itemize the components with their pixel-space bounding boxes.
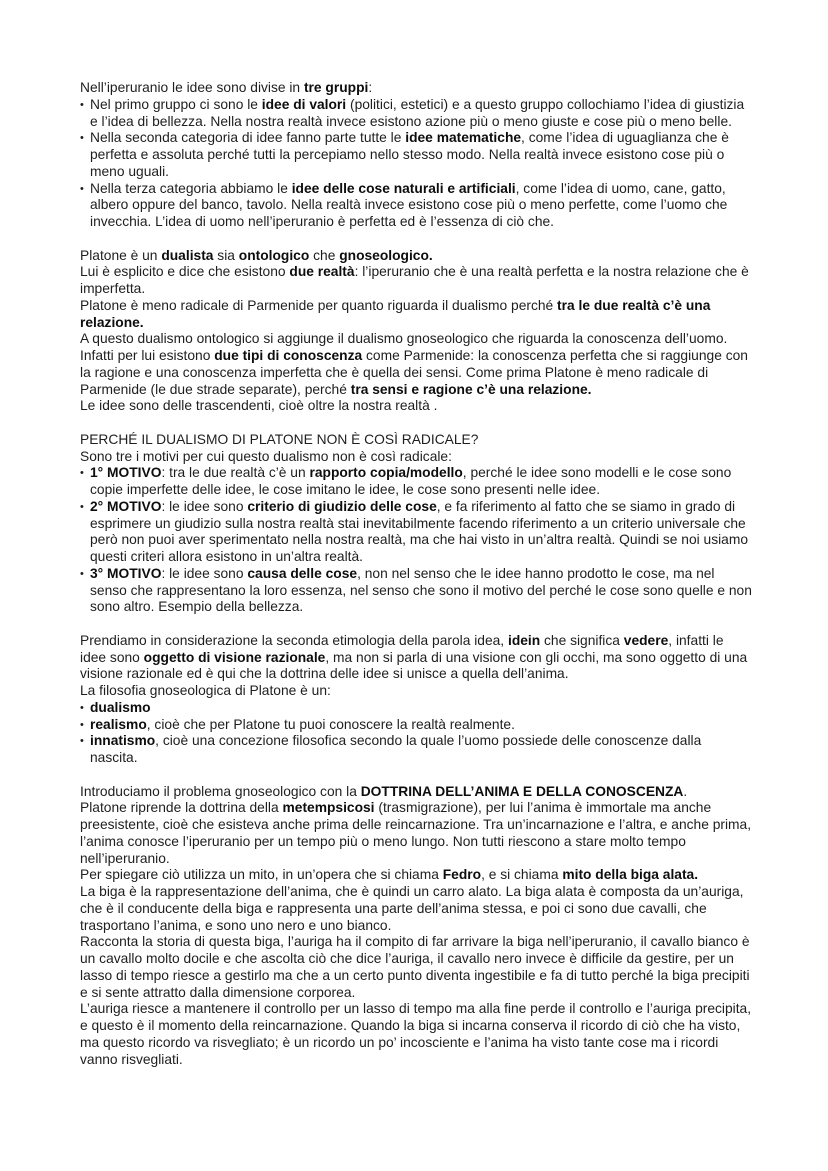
text-run: Per spiegare ciò utilizza un mito, in un’opera che si chiama <box>80 867 443 883</box>
text-run: che <box>309 247 340 263</box>
text-run: , infatti le idee sono <box>80 632 724 665</box>
bold-text: tra sensi e ragione c’è una relazione. <box>350 381 592 397</box>
paragraph <box>80 683 752 700</box>
bullet-marker: • <box>80 132 84 145</box>
document-body <box>80 80 752 1068</box>
bold-text: 2° MOTIVO <box>90 498 162 514</box>
bullet-text <box>90 717 752 734</box>
bullet-marker: • <box>80 467 84 480</box>
bold-text: oggetto di visione razionale <box>143 649 326 665</box>
text-run: , ma non si parla di una visione con gli occhi, ma sono oggetto di una visione razionale ed è qui che la dottrina delle idee si unisce a quella dell’anima. <box>80 649 748 682</box>
paragraph <box>80 784 752 801</box>
text-run: : le idee sono <box>161 565 248 581</box>
text-run: Platone riprende la dottrina della <box>80 800 283 816</box>
paragraph <box>80 867 752 884</box>
bullet-marker: • <box>80 701 84 714</box>
text-block <box>80 80 752 231</box>
bold-text: rapporto copia/modello <box>309 465 463 481</box>
bullet-text <box>90 465 752 499</box>
paragraph <box>80 298 752 332</box>
text-run: Nella seconda categoria di idee fanno parte tutte le <box>90 130 406 146</box>
bullet-text <box>90 130 752 180</box>
paragraph <box>80 800 752 867</box>
bold-text: Fedro <box>442 867 482 883</box>
text-run: (politici, estetici) e a questo gruppo collochiamo l’idea di giustizia e l’idea di bellezza. Nella nostra realtà invece esistono azione più o meno giuste e cose più o meno belle. <box>90 96 745 129</box>
bullet-marker: • <box>80 182 84 195</box>
text-run: , cioè una concezione filosofica secondo la quale l’uomo possiede delle conoscenze dalla nascita. <box>90 733 702 765</box>
paragraph <box>80 264 752 298</box>
text-run: Nella terza categoria abbiamo le <box>90 180 292 196</box>
bullet-item <box>80 97 752 131</box>
bold-text: idee matematiche <box>405 130 522 146</box>
text-run: L’auriga riesce a mantenere il controllo per un lasso di tempo ma alla fine perde il controllo e l’auriga precipita, e questo è il momento della reincarnazione. Quando la biga si incarna conserva il ricordo di ciò che ha visto, ma questo ricordo va risvegliato; è un ricordo un po’ incosciente e l’anima ha visto tante cose ma i ricordi vanno risvegliati. <box>80 1001 752 1067</box>
text-run: PERCHÉ IL DUALISMO DI PLATONE NON È COSÌ RADICALE? <box>80 431 479 447</box>
text-run: Sono tre i motivi per cui questo dualismo non è così radicale: <box>80 448 452 464</box>
text-block <box>80 248 752 416</box>
bold-text: idee di valori <box>261 96 347 112</box>
bold-text: due realtà <box>289 264 355 280</box>
text-run: A questo dualismo ontologico si aggiunge il dualismo gnoseologico che riguarda la conoscenza dell’uomo. Infatti per lui esistono <box>80 331 728 363</box>
paragraph <box>80 1001 752 1068</box>
bold-text: criterio di giudizio delle cose <box>247 498 437 514</box>
bold-text: idee delle cose naturali e artificiali <box>291 180 516 196</box>
bullet-item <box>80 733 752 767</box>
bullet-marker: • <box>80 718 84 731</box>
bullet-text <box>90 181 752 231</box>
text-run: : le idee sono <box>161 498 248 514</box>
bold-text: realismo <box>90 716 147 732</box>
text-block <box>80 633 752 767</box>
paragraph <box>80 331 752 398</box>
bold-text: vedere <box>623 632 669 648</box>
bullet-text <box>90 566 752 616</box>
text-run: che significa <box>540 632 624 648</box>
bold-text: metempsicosi <box>282 800 375 816</box>
bold-text: dualista <box>161 247 214 263</box>
bullet-item <box>80 499 752 566</box>
text-run: Platone è meno radicale di Parmenide per quanto riguarda il dualismo perché <box>80 297 558 313</box>
text-block <box>80 432 752 616</box>
text-run: Platone è un <box>80 247 162 263</box>
text-run: , come l’idea di uomo, cane, gatto, albero oppure del banco, tavolo. Nella realtà invece esistono cose più o meno perfette, come l’uomo che invecchia. L’idea di uomo nell’iperuranio è perfetta ed è l’essenza di ciò che. <box>90 180 728 229</box>
bold-text: 1° MOTIVO <box>90 465 162 481</box>
text-block <box>80 784 752 1069</box>
text-run: , e si chiama <box>481 867 563 883</box>
bullet-text <box>90 700 752 717</box>
paragraph <box>80 432 752 449</box>
bold-text: tra le due realtà c’è una relazione. <box>80 297 711 330</box>
bullet-item <box>80 465 752 499</box>
bullet-item <box>80 130 752 180</box>
bold-text: causa delle cose <box>247 565 358 581</box>
bold-text: 3° MOTIVO <box>90 565 162 581</box>
bold-text: gnoseologico. <box>339 247 433 263</box>
text-run: (trasmigrazione), per lui l’anima è immortale ma anche preesistente, cioè che esisteva anche prima delle reincarnazione. Tra un’incarnazione e l’altra, e anche prima, l’anima conosce l’iperuranio per un tempo più o meno lungo. Non tutti riescono a stare molto tempo nell’iperuranio. <box>80 800 752 866</box>
bold-text: dualismo <box>90 699 151 715</box>
text-run: sia <box>213 247 239 263</box>
text-run: Introduciamo il problema gnoseologico con la <box>80 783 361 799</box>
bold-text: idein <box>507 632 541 648</box>
text-run: Nell’iperuranio le idee sono divise in <box>80 80 304 95</box>
paragraph <box>80 398 752 415</box>
bold-text: tre gruppi <box>303 80 369 95</box>
text-run: , perché le idee sono modelli e le cose sono copie imperfette delle idee, le cose imitano le idee, le cose sono presenti nelle idee. <box>90 465 732 497</box>
bullet-marker: • <box>80 567 84 580</box>
bullet-marker: • <box>80 500 84 513</box>
text-run: , come l’idea di uguaglianza che è perfetta e assoluta perché tutti la percepiamo nello stesso modo. Nella realtà invece esistono cose più o meno uguali. <box>90 130 729 179</box>
text-run: La filosofia gnoseologica di Platone è un: <box>80 683 331 698</box>
text-run: Racconta la storia di questa biga, l’auriga ha il compito di far arrivare la biga nell’iperuranio, il cavallo bianco è un cavallo molto docile e che ascolta ciò che dice l’auriga, il cavallo nero invece è difficile da gestire, per un lasso di tempo riesce a gestirlo ma che a un certo punto diventa ingestibile e fa di tutto perché la biga precipiti e si sente attratto dalla dimensione corporea. <box>80 934 750 1000</box>
bold-text: DOTTRINA DELL’ANIMA E DELLA CONOSCENZA <box>360 783 684 799</box>
text-run: , non nel senso che le idee hanno prodotto le cose, ma nel senso che rappresentano la loro essenza, nel senso che sono il motivo del perché le cose sono quelle e non sono altro. Esempio della bellezza. <box>90 565 752 615</box>
bold-text: innatismo <box>90 733 156 749</box>
text-run: Nel primo gruppo ci sono le <box>90 96 262 112</box>
text-run: , cioè che per Platone tu puoi conoscere la realtà realmente. <box>146 716 515 732</box>
bullet-item <box>80 700 752 717</box>
text-run: Le idee sono delle trascendenti, cioè oltre la nostra realtà . <box>80 398 438 414</box>
text-run: : <box>368 80 373 95</box>
text-run: . <box>683 783 688 799</box>
bullet-marker: • <box>80 98 84 111</box>
text-run: Lui è esplicito e dice che esistono <box>80 264 290 280</box>
text-run: La biga è la rappresentazione dell’anima, che è quindi un carro alato. La biga alata è composta da un’auriga, che è il conducente della biga e rappresenta una parte dell’anima stessa, e poi ci sono due cavalli, che trasportano l’anima, e sono uno nero e uno bianco. <box>80 884 744 933</box>
text-run: Prendiamo in considerazione la seconda etimologia della parola idea, <box>80 632 508 648</box>
paragraph <box>80 633 752 683</box>
paragraph <box>80 934 752 1001</box>
text-run: : tra le due realtà c’è un <box>161 465 310 481</box>
bold-text: ontologico <box>238 247 310 263</box>
text-run: come Parmenide: la conoscenza perfetta che si raggiunge con la ragione e una conoscenza imperfetta che è quella dei sensi. Come prima Platone è meno radicale di Parmenide (le due strade separate), perché <box>80 348 748 397</box>
bullet-item <box>80 717 752 734</box>
text-run: : l’iperuranio che è una realtà perfetta e la nostra relazione che è imperfetta. <box>80 264 749 296</box>
bold-text: due tipi di conoscenza <box>214 348 363 363</box>
paragraph <box>80 884 752 934</box>
paragraph <box>80 248 752 265</box>
text-run: , e fa riferimento al fatto che se siamo in grado di esprimere un giudizio sulla nostra realtà stai inevitabilmente facendo riferimento a un criterio universale che però non puoi aver sperimentato nella nostra realtà, ma che hai visto in un’altra realtà. Quindi se noi usiamo questi criteri allora esistono in un’altra realtà. <box>90 498 749 564</box>
bullet-text <box>90 733 752 767</box>
bullet-marker: • <box>80 735 84 748</box>
bold-text: mito della biga alata. <box>562 867 699 883</box>
bullet-item <box>80 181 752 231</box>
bullet-text <box>90 499 752 566</box>
paragraph <box>80 449 752 466</box>
bullet-item <box>80 566 752 616</box>
paragraph <box>80 80 752 97</box>
bullet-text <box>90 97 752 131</box>
